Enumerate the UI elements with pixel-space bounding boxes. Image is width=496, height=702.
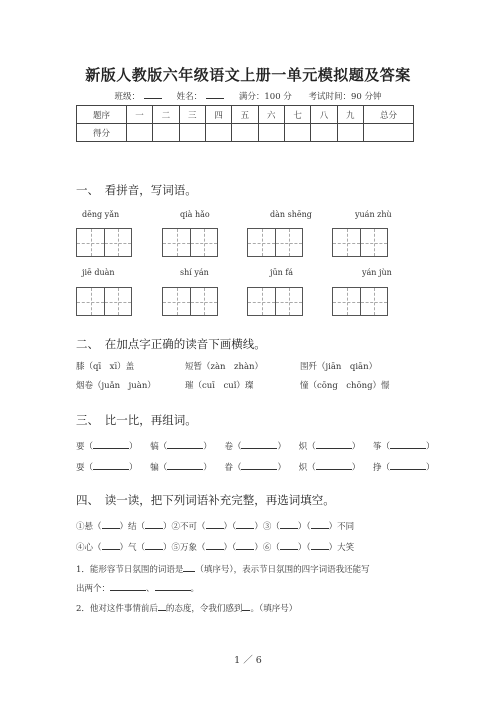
answer-blank[interactable] bbox=[206, 541, 224, 550]
writing-grid[interactable] bbox=[162, 287, 218, 316]
score-row-label: 得分 bbox=[77, 124, 127, 142]
pinyin: qià hǎo bbox=[180, 210, 210, 219]
compare-row-1: 要（ ） 犒（ ） 卷（ ） 炽（ ） 筝（ ） bbox=[76, 442, 435, 452]
idiom-row-2: ④心（ ）气（ ）⑤万象（ ）（ ）⑥（ ）（ ）大笑 bbox=[76, 543, 355, 553]
score-table-header-row bbox=[77, 106, 414, 124]
answer-blank[interactable] bbox=[311, 520, 329, 529]
question-1: 1．能形容节日氛围的词语是 （填序号），表示节日氛围的四字词语我还能写 bbox=[76, 565, 370, 575]
exam-time: 考试时间：90 分钟 bbox=[308, 92, 382, 102]
score-cell[interactable] bbox=[284, 124, 310, 142]
answer-blank[interactable] bbox=[390, 440, 426, 449]
writing-grid[interactable] bbox=[76, 287, 132, 316]
score-table bbox=[76, 105, 414, 142]
pinyin: jiē duàn bbox=[82, 268, 115, 277]
writing-grid[interactable] bbox=[332, 228, 388, 257]
question-2: 2．他对这件事情前后 的态度，令我们感到 。（填序号） bbox=[76, 604, 298, 614]
score-cell[interactable] bbox=[337, 124, 363, 142]
score-header-cell: 三 bbox=[179, 106, 205, 124]
answer-blank[interactable] bbox=[241, 461, 277, 470]
pinyin: yán jùn bbox=[362, 268, 392, 277]
score-header-cell: 五 bbox=[232, 106, 258, 124]
idiom-row-1: ①悬（ ）结（ ）②不可（ ）（ ）③（ ）（ ）不同 bbox=[76, 522, 355, 532]
answer-blank[interactable] bbox=[167, 461, 203, 470]
answer-blank[interactable] bbox=[145, 541, 163, 550]
score-cell[interactable] bbox=[126, 124, 152, 142]
answer-blank[interactable] bbox=[145, 520, 163, 529]
score-cell[interactable] bbox=[179, 124, 205, 142]
writing-grid[interactable] bbox=[162, 228, 218, 257]
score-header-cell: 总分 bbox=[363, 106, 413, 124]
score-cell[interactable] bbox=[258, 124, 284, 142]
question-1-cont: 出两个： 、 。 bbox=[76, 584, 200, 594]
answer-blank[interactable] bbox=[311, 541, 329, 550]
compare-row-2: 耍（ ） 犏（ ） 眷（ ） 炽（ ） 挣（ ） bbox=[76, 463, 435, 473]
full-score: 满分：100 分 bbox=[238, 92, 292, 102]
reading-item: 烟卷（juǎn juàn） bbox=[76, 381, 156, 391]
writing-grid[interactable] bbox=[76, 228, 132, 257]
pinyin: dàn shēng bbox=[270, 210, 312, 219]
writing-grid[interactable] bbox=[332, 287, 388, 316]
answer-blank[interactable] bbox=[93, 440, 129, 449]
score-header-cell: 二 bbox=[153, 106, 179, 124]
writing-grid[interactable] bbox=[247, 287, 303, 316]
class-label: 班级： bbox=[114, 92, 166, 102]
answer-blank[interactable] bbox=[102, 520, 120, 529]
answer-blank[interactable] bbox=[316, 461, 352, 470]
pinyin: dēng yǎn bbox=[82, 210, 120, 219]
reading-item: 膝（qī xī）盖 bbox=[76, 362, 135, 372]
score-header-cell: 四 bbox=[205, 106, 231, 124]
pinyin: shí yán bbox=[180, 268, 209, 277]
answer-blank[interactable] bbox=[236, 520, 254, 529]
score-header-cell: 九 bbox=[337, 106, 363, 124]
score-cell[interactable] bbox=[232, 124, 258, 142]
answer-blank[interactable] bbox=[316, 440, 352, 449]
answer-blank[interactable] bbox=[155, 582, 191, 591]
reading-item: 憧（cōng chōng）憬 bbox=[300, 381, 390, 391]
page-number: 1 ／ 6 bbox=[234, 655, 262, 666]
answer-blank[interactable] bbox=[241, 440, 277, 449]
exam-info bbox=[0, 90, 496, 102]
section-3-heading: 三、 比一比，再组词。 bbox=[76, 413, 197, 427]
answer-blank[interactable] bbox=[280, 520, 298, 529]
score-header-cell: 六 bbox=[258, 106, 284, 124]
answer-blank[interactable] bbox=[93, 461, 129, 470]
score-header-cell: 题序 bbox=[77, 106, 127, 124]
score-table-row bbox=[77, 124, 414, 142]
reading-item: 围歼（jiān qiān） bbox=[300, 362, 378, 372]
writing-grid[interactable] bbox=[247, 228, 303, 257]
answer-blank[interactable] bbox=[102, 541, 120, 550]
page-title: 新版人教版六年级语文上册一单元模拟题及答案 bbox=[85, 66, 411, 84]
answer-blank[interactable] bbox=[158, 602, 166, 611]
score-cell[interactable] bbox=[363, 124, 413, 142]
answer-blank[interactable] bbox=[183, 563, 195, 572]
answer-blank[interactable] bbox=[110, 582, 146, 591]
section-2-heading: 二、 在加点字正确的读音下画横线。 bbox=[76, 337, 266, 351]
name-blank bbox=[206, 90, 224, 99]
score-header-cell: 八 bbox=[311, 106, 337, 124]
score-cell[interactable] bbox=[205, 124, 231, 142]
score-cell[interactable] bbox=[311, 124, 337, 142]
score-header-cell: 七 bbox=[284, 106, 310, 124]
reading-item: 璀（cuī cuǐ）璨 bbox=[185, 381, 254, 391]
name-label: 姓名： bbox=[177, 92, 229, 102]
answer-blank[interactable] bbox=[390, 461, 426, 470]
score-cell[interactable] bbox=[153, 124, 179, 142]
section-1-heading: 一、 看拼音，写词语。 bbox=[76, 183, 197, 197]
answer-blank[interactable] bbox=[167, 440, 203, 449]
pinyin: yuán zhù bbox=[355, 210, 392, 219]
answer-blank[interactable] bbox=[280, 541, 298, 550]
pinyin: jūn fá bbox=[270, 268, 294, 277]
class-blank bbox=[144, 90, 162, 99]
answer-blank[interactable] bbox=[236, 541, 254, 550]
score-header-cell: 一 bbox=[126, 106, 152, 124]
answer-blank[interactable] bbox=[206, 520, 224, 529]
reading-item: 短暂（zàn zhàn） bbox=[185, 362, 264, 372]
section-4-heading: 四、 读一读，把下列词语补充完整，再选词填空。 bbox=[76, 493, 335, 507]
